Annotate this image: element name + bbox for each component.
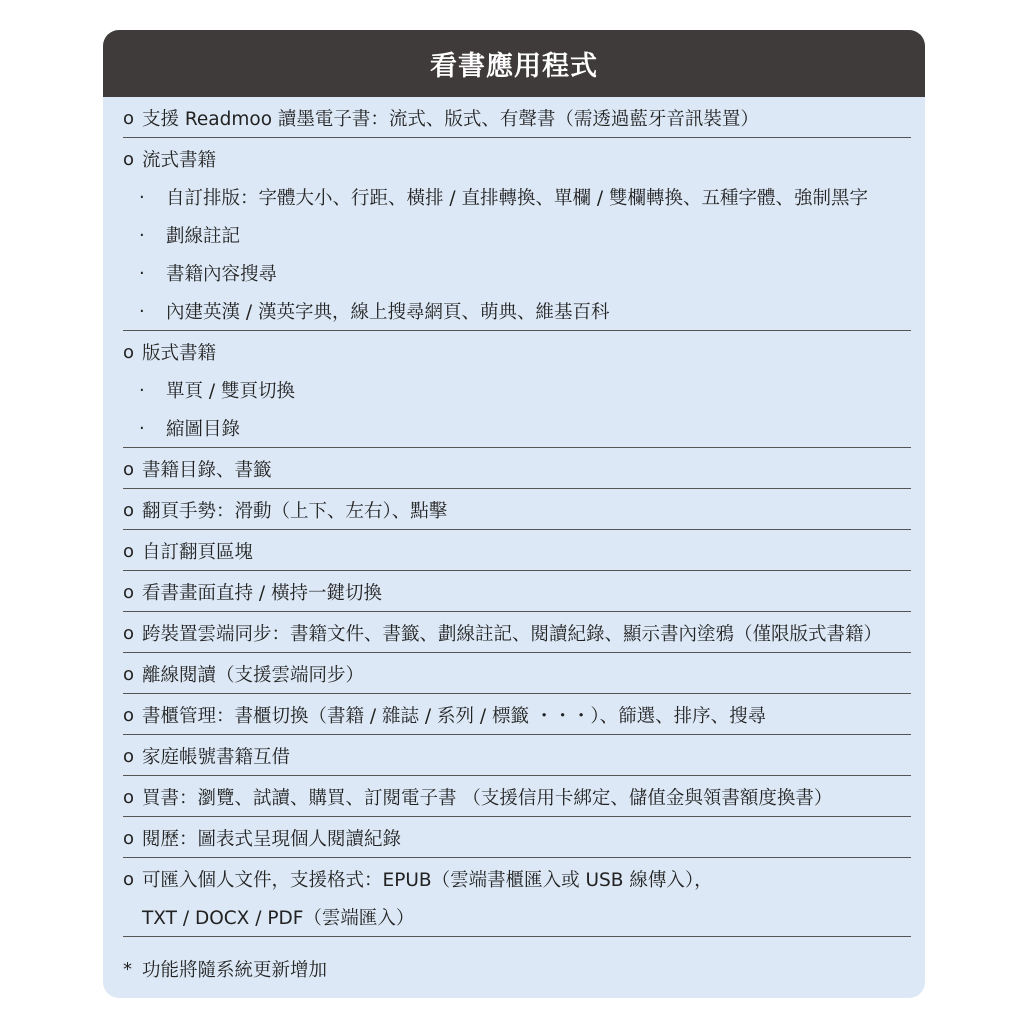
- sub-feature-text: 劃線註記: [166, 226, 241, 247]
- bullet-icon: o: [123, 581, 135, 603]
- feature-row: [123, 138, 911, 331]
- bullet-icon: o: [123, 341, 135, 363]
- bullet-icon: o: [123, 107, 135, 129]
- footnote-text: 功能將隨系統更新增加: [142, 960, 328, 981]
- bullet-icon: o: [123, 704, 135, 726]
- feature-row: [123, 653, 911, 694]
- card-title: 看書應用程式: [103, 30, 925, 97]
- feature-row: [123, 448, 911, 489]
- feature-item: [123, 614, 911, 652]
- feature-item: [123, 99, 911, 137]
- feature-text: 看書畫面直持 / 橫持一鍵切換: [142, 583, 382, 604]
- feature-text: 跨裝置雲端同步：書籍文件、書籤、劃線註記、閱讀紀錄、顯示書內塗鴉（僅限版式書籍）: [142, 624, 883, 645]
- feature-item-continuation: [123, 898, 911, 936]
- feature-text: 閱歷：圖表式呈現個人閱讀紀錄: [142, 829, 402, 850]
- sub-feature-text: 單頁 / 雙頁切換: [166, 381, 295, 402]
- sub-feature-item: [123, 178, 911, 216]
- feature-item: [123, 778, 911, 816]
- feature-text-continuation: TXT / DOCX / PDF（雲端匯入）: [142, 908, 415, 929]
- bullet-icon: o: [123, 499, 135, 521]
- feature-row: [123, 530, 911, 571]
- feature-text: 離線閱讀（支援雲端同步）: [142, 665, 365, 686]
- sub-bullet-icon: ·: [139, 186, 145, 208]
- bullet-icon: o: [123, 868, 135, 890]
- sub-feature-text: 書籍內容搜尋: [166, 264, 278, 285]
- bullet-icon: o: [123, 827, 135, 849]
- sub-feature-text: 縮圖目錄: [166, 419, 241, 440]
- feature-text: 家庭帳號書籍互借: [142, 747, 291, 768]
- bullet-icon: o: [123, 622, 135, 644]
- feature-text: 書櫃管理：書櫃切換（書籍 / 雜誌 / 系列 / 標籤 ・・・）、篩選、排序、搜尋: [142, 706, 767, 727]
- footnote: [123, 951, 905, 987]
- sub-bullet-icon: ·: [139, 224, 145, 246]
- feature-text: 流式書籍: [142, 150, 217, 171]
- feature-text: 可匯入個人文件，支援格式：EPUB（雲端書櫃匯入或 USB 線傳入），: [142, 870, 713, 891]
- feature-item: [123, 140, 911, 178]
- feature-item: [123, 450, 911, 488]
- feature-item: [123, 860, 911, 898]
- feature-row: [123, 858, 911, 937]
- feature-row: [123, 817, 911, 858]
- bullet-icon: o: [123, 540, 135, 562]
- sub-feature-item: [123, 216, 911, 254]
- feature-item: [123, 573, 911, 611]
- sub-feature-item: [123, 292, 911, 330]
- feature-item: [123, 532, 911, 570]
- feature-item: [123, 696, 911, 734]
- feature-list: [103, 97, 925, 937]
- feature-row: [123, 331, 911, 448]
- feature-item: [123, 333, 911, 371]
- sub-feature-item: [123, 371, 911, 409]
- feature-row: [123, 612, 911, 653]
- feature-text: 書籍目錄、書籤: [142, 460, 272, 481]
- sub-feature-text: 內建英漢 / 漢英字典，線上搜尋網頁、萌典、維基百科: [166, 302, 610, 323]
- bullet-icon: o: [123, 663, 135, 685]
- feature-text: 自訂翻頁區塊: [142, 542, 254, 563]
- bullet-icon: o: [123, 148, 135, 170]
- feature-row: [123, 97, 911, 138]
- sub-bullet-icon: ·: [139, 417, 145, 439]
- feature-row: [123, 489, 911, 530]
- bullet-icon: o: [123, 745, 135, 767]
- feature-row: [123, 735, 911, 776]
- feature-item: [123, 655, 911, 693]
- bullet-icon: o: [123, 786, 135, 808]
- sub-feature-item: [123, 254, 911, 292]
- feature-card: [103, 30, 925, 998]
- feature-text: 版式書籍: [142, 343, 217, 364]
- sub-bullet-icon: ·: [139, 379, 145, 401]
- feature-item: [123, 737, 911, 775]
- sub-feature-item: [123, 409, 911, 447]
- asterisk-icon: *: [123, 958, 132, 980]
- feature-row: [123, 776, 911, 817]
- sub-bullet-icon: ·: [139, 262, 145, 284]
- feature-item: [123, 819, 911, 857]
- sub-feature-text: 自訂排版：字體大小、行距、橫排 / 直排轉換、單欄 / 雙欄轉換、五種字體、強制黑字: [166, 188, 868, 209]
- feature-row: [123, 571, 911, 612]
- feature-item: [123, 491, 911, 529]
- feature-row: [123, 694, 911, 735]
- feature-text: 支援 Readmoo 讀墨電子書：流式、版式、有聲書（需透過藍牙音訊裝置）: [142, 109, 759, 130]
- sub-bullet-icon: ·: [139, 300, 145, 322]
- feature-text: 買書：瀏覽、試讀、購買、訂閱電子書 （支援信用卡綁定、儲值金與領書額度換書）: [142, 788, 833, 809]
- bullet-icon: o: [123, 458, 135, 480]
- feature-text: 翻頁手勢：滑動（上下、左右）、點擊: [142, 501, 448, 522]
